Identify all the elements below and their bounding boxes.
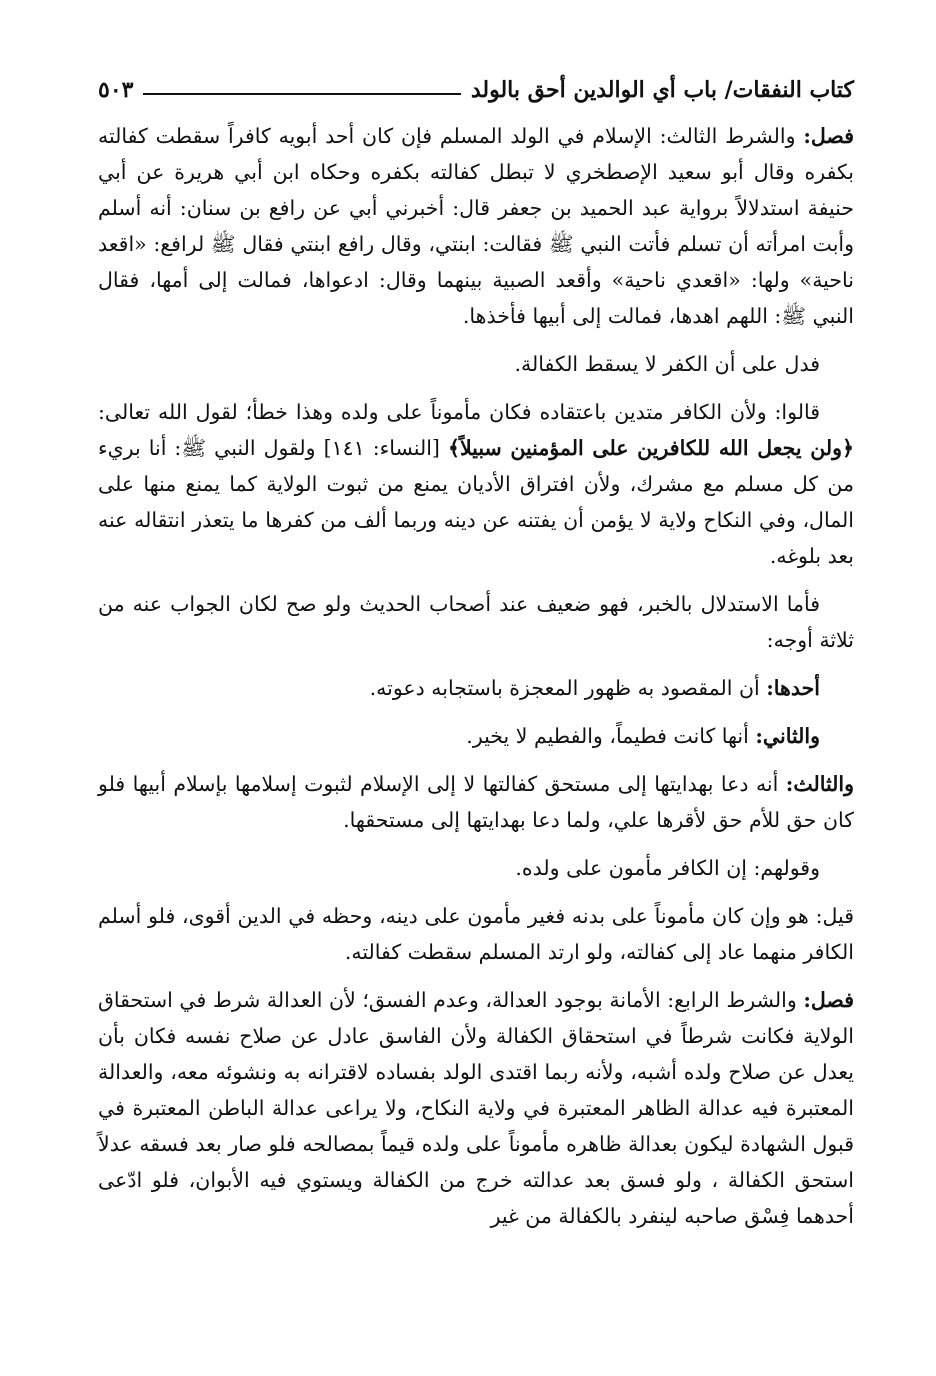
section-lead: فصل: [803, 988, 854, 1012]
header-rule [143, 93, 460, 95]
paragraph-text: أنها كانت فطيماً، والفطيم لا يخير. [466, 724, 756, 748]
paragraph-text: فدل على أن الكفر لا يسقط الكفالة. [514, 352, 820, 376]
quran-verse: ﴿ولن يجعل الله للكافرين على المؤمنين سبيلاً﴾ [447, 436, 854, 460]
paragraph-text: فأما الاستدلال بالخبر، فهو ضعيف عند أصحاب الحديث ولو صح لكان الجواب عنه من ثلاثة أوجه: [98, 592, 854, 652]
paragraph-text: قالوا: ولأن الكافر متدين باعتقاده فكان مأموناً على ولده وهذا خطأ؛ لقول الله تعالى: [98, 400, 820, 424]
paragraph-conclusion [98, 346, 854, 382]
page-number: ٥٠٣ [98, 77, 134, 103]
section-lead: فصل: [803, 124, 854, 148]
paragraph-text: أنه دعا بهدايتها إلى مستحق كفالتها لا إلى الإسلام لثبوت إسلامها بإسلام أبيها فلو كان حق للأم حق لأقرها علي، ولما دعا بهدايتها إلى مستحقها. [98, 772, 854, 832]
paragraph-objection [98, 394, 854, 574]
paragraph-text: [النساء: ١٤١] ولقول النبي ﷺ: أنا بريء من كل مسلم مع مشرك، ولأن افتراق الأديان يمنع من ثبوت الولاية كما يمنع منها على المال، وفي النكاح ولاية لا يؤمن أن يفتنه عن دينه وربما ألف من كفرها ما يتعذر انتقاله عنه بعد بلوغه. [98, 436, 854, 568]
paragraph-their-claim [98, 850, 854, 886]
paragraph-first-aspect [98, 670, 854, 706]
paragraph-text: قيل: هو وإن كان مأموناً على بدنه فغير مأمون على دينه، وحظه في الدين أقوى، فلو أسلم الكافر منهما عاد إلى كفالته، ولو ارتد المسلم سقطت كفالته. [98, 904, 854, 964]
paragraph-text: وقولهم: إن الكافر مأمون على ولده. [515, 856, 820, 880]
paragraph-second-aspect [98, 718, 854, 754]
aspect-lead: أحدها: [766, 676, 820, 700]
paragraph-text: والشرط الرابع: الأمانة بوجود العدالة، وعدم الفسق؛ لأن العدالة شرط في استحقاق الولاية فكانت شرطاً في استحقاق الكفالة ولأن الفاسق عادل عن صلاح نفسه فكان بأن يعدل عن صلاح ولده أشبه، ولأنه ربما اقتدى الولد بفساده لاقترانه به ونشوئه معه، والعدالة المعتبرة فيه عدالة الظاهر المعتبرة في ولاية النكاح، ولا يراعى عدالة الباطن المعتبرة في قبول الشهادة ليكون بعدالة ظاهره مأموناً على ولده قيماً بمصالحه فلو صار بعد فسقه عدلاً استحق الكفالة ، ولو فسق بعد عدالته خرج من الكفالة ويستوي فيه الأبوان، فلو ادّعى أحدهما فِسْق صاحبه لينفرد بالكفالة من غير [98, 988, 854, 1228]
aspect-lead: والثاني: [755, 724, 820, 748]
book-page [98, 68, 854, 1246]
paragraph-third-condition [98, 118, 854, 334]
paragraph-text: والشرط الثالث: الإسلام في الولد المسلم فإن كان أحد أبويه كافراً سقطت كفالته بكفره وقال أبو سعيد الإصطخري لا تبطل كفالته بكفره وحكاه ابن أبي هريرة عن أبي حنيفة استدلالاً برواية عبد الحميد بن جعفر قال: أخبرني أبي عن رافع بن سنان: أنه أسلم وأبت امرأته أن تسلم فأتت النبي ﷺ فقالت: ابنتي، وقال رافع ابنتي فقال ﷺ لرافع: «اقعد ناحية» ولها: «اقعدي ناحية» وأقعد الصبية بينهما وقال: ادعواها، فمالت إلى أمها، فقال النبي ﷺ: اللهم اهدها، فمالت إلى أبيها فأخذها. [98, 124, 854, 328]
paragraph-response [98, 898, 854, 970]
paragraph-hadith-reply [98, 586, 854, 658]
aspect-lead: والثالث: [785, 772, 854, 796]
paragraph-third-aspect [98, 766, 854, 838]
running-header [98, 68, 854, 112]
paragraph-text: أن المقصود به ظهور المعجزة باستجابه دعوته. [369, 676, 767, 700]
header-title: كتاب النفقات/ باب أي الوالدين أحق بالولد [470, 77, 854, 103]
paragraph-fourth-condition [98, 982, 854, 1234]
